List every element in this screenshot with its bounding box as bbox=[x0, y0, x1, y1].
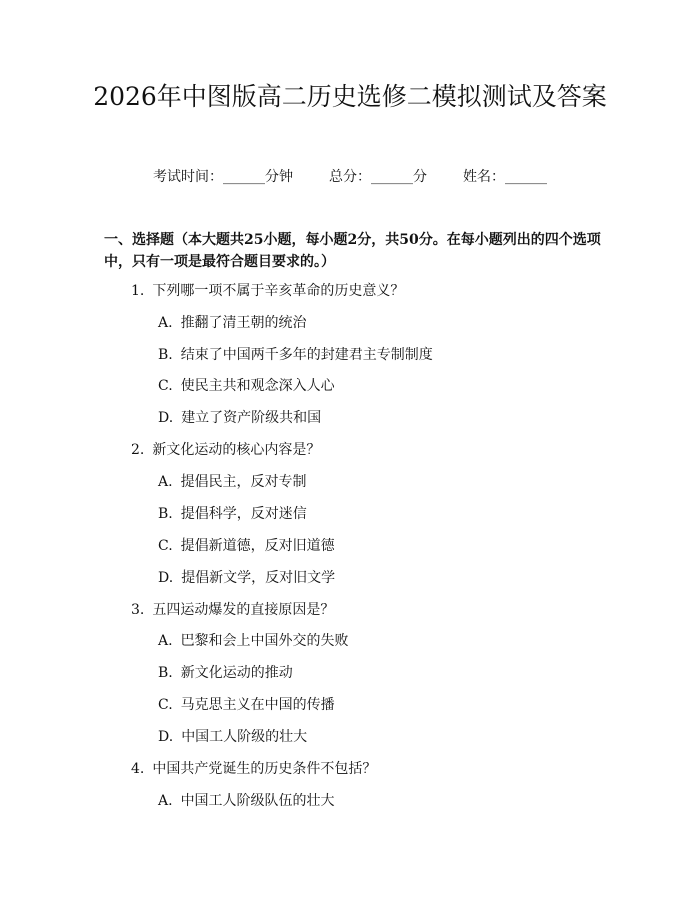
option-label: A. bbox=[158, 633, 173, 649]
option-4a bbox=[158, 791, 335, 811]
option-label: D. bbox=[158, 729, 174, 745]
exam-name: 姓名：______ bbox=[463, 169, 547, 185]
option-text: 新文化运动的推动 bbox=[180, 665, 293, 681]
question-number: 2. bbox=[131, 442, 145, 458]
option-3d bbox=[158, 727, 307, 747]
option-2d bbox=[158, 568, 335, 588]
option-text: 使民主共和观念深入人心 bbox=[180, 378, 335, 394]
option-label: A. bbox=[158, 315, 173, 331]
option-label: A. bbox=[158, 474, 173, 490]
question-3 bbox=[131, 600, 334, 620]
option-label: B. bbox=[158, 347, 173, 363]
option-1d bbox=[158, 408, 321, 428]
option-label: B. bbox=[158, 506, 173, 522]
option-text: 结束了中国两千多年的封建君主专制制度 bbox=[180, 347, 433, 363]
option-label: C. bbox=[158, 697, 173, 713]
option-text: 提倡科学，反对迷信 bbox=[180, 506, 307, 522]
question-number: 4. bbox=[131, 761, 145, 777]
option-3b bbox=[158, 663, 293, 683]
exam-meta bbox=[0, 167, 700, 187]
option-label: D. bbox=[158, 410, 174, 426]
exam-time: 考试时间：______分钟 bbox=[153, 169, 293, 185]
option-label: C. bbox=[158, 538, 173, 554]
option-label: B. bbox=[158, 665, 173, 681]
option-1a bbox=[158, 313, 307, 333]
option-2a bbox=[158, 472, 307, 492]
option-1b bbox=[158, 345, 433, 365]
question-text: 新文化运动的核心内容是？ bbox=[152, 442, 321, 458]
question-4 bbox=[131, 759, 376, 779]
option-label: A. bbox=[158, 793, 173, 809]
option-text: 提倡新道德，反对旧道德 bbox=[180, 538, 335, 554]
question-number: 3. bbox=[131, 602, 145, 618]
question-text: 中国共产党诞生的历史条件不包括？ bbox=[152, 761, 377, 777]
document-title: 2026年中图版高二历史选修二模拟测试及答案 bbox=[93, 82, 607, 111]
option-text: 推翻了清王朝的统治 bbox=[180, 315, 307, 331]
exam-score: 总分：______分 bbox=[329, 169, 427, 185]
option-text: 马克思主义在中国的传播 bbox=[180, 697, 335, 713]
option-text: 提倡新文学，反对旧文学 bbox=[181, 570, 336, 586]
question-text: 下列哪一项不属于辛亥革命的历史意义？ bbox=[152, 283, 405, 299]
option-text: 建立了资产阶级共和国 bbox=[181, 410, 322, 426]
option-3a bbox=[158, 631, 349, 651]
question-number: 1. bbox=[131, 283, 145, 299]
option-text: 中国工人阶级的壮大 bbox=[181, 729, 308, 745]
option-text: 巴黎和会上中国外交的失败 bbox=[180, 633, 349, 649]
question-text: 五四运动爆发的直接原因是？ bbox=[152, 602, 335, 618]
option-3c bbox=[158, 695, 335, 715]
option-label: D. bbox=[158, 570, 174, 586]
option-2c bbox=[158, 536, 335, 556]
question-2 bbox=[131, 440, 320, 460]
question-1 bbox=[131, 281, 404, 301]
option-2b bbox=[158, 504, 307, 524]
option-text: 中国工人阶级队伍的壮大 bbox=[180, 793, 335, 809]
option-label: C. bbox=[158, 378, 173, 394]
option-1c bbox=[158, 376, 335, 396]
option-text: 提倡民主，反对专制 bbox=[180, 474, 307, 490]
section-heading: 一、选择题（本大题共25小题，每小题2分，共50分。在每小题列出的四个选项中，只有一项是最符合题目要求的。） bbox=[104, 232, 601, 270]
